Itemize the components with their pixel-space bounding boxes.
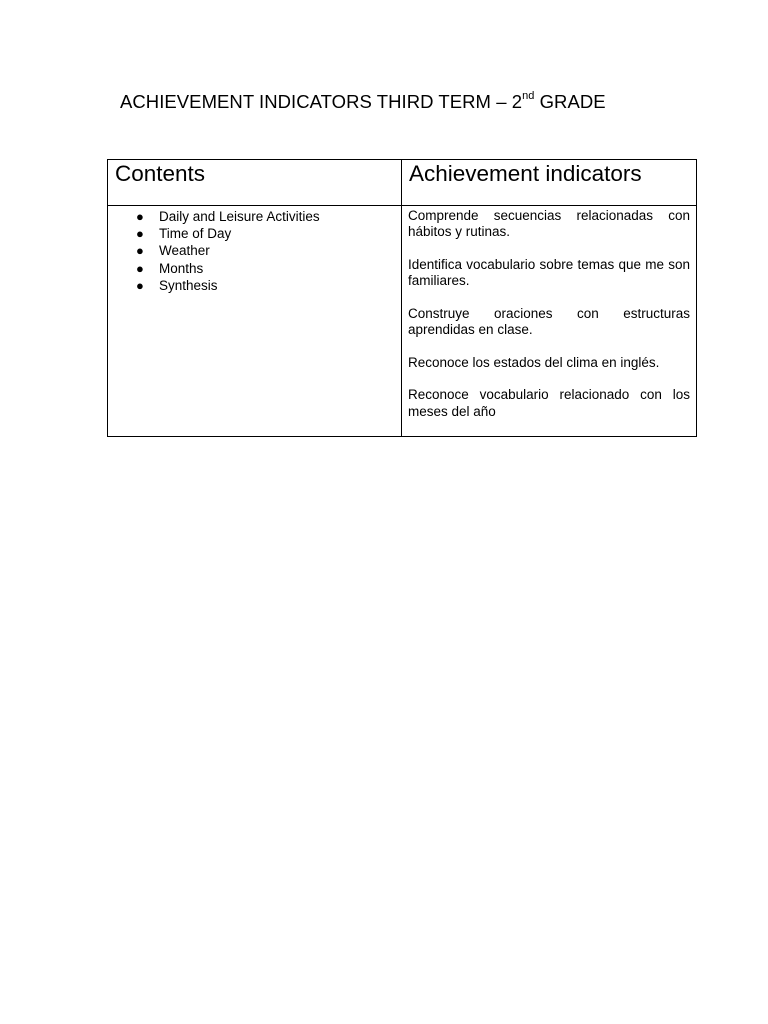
table-row	[108, 206, 697, 437]
header-row	[108, 160, 697, 206]
bullet-icon: ●	[136, 209, 144, 224]
indicator-item: Reconoce vocabulario relacionado con los meses del año	[408, 387, 690, 419]
title-superscript: nd	[522, 89, 535, 102]
contents-cell	[108, 206, 402, 437]
indicator-item: Construye oraciones con estructuras aprendidas en clase.	[408, 305, 690, 338]
list-item: ● Weather	[136, 243, 210, 259]
bullet-icon: ●	[136, 277, 144, 293]
page-title	[120, 91, 606, 113]
indicator-item: Comprende secuencias relacionadas con hábitos y rutinas.	[408, 208, 690, 240]
indicator-item: Identifica vocabulario sobre temas que me son familiares.	[408, 256, 690, 289]
title-prefix: ACHIEVEMENT INDICATORS THIRD TERM – 2	[120, 91, 523, 112]
title-suffix: GRADE	[534, 91, 606, 112]
bullet-icon: ●	[136, 243, 144, 259]
list-item: ● Synthesis	[136, 277, 218, 293]
indicator-item: Reconoce los estados del clima en inglés.	[408, 354, 660, 370]
bullet-icon: ●	[136, 226, 144, 242]
achievement-table	[107, 159, 697, 437]
indicators-cell	[402, 206, 697, 437]
list-item: ● Months	[136, 260, 204, 276]
list-item: ● Daily and Leisure Activities	[136, 209, 320, 224]
indicators-header: Achievement indicators	[402, 160, 697, 206]
contents-header: Contents	[108, 160, 402, 206]
list-item: ● Time of Day	[136, 226, 232, 242]
contents-list	[114, 208, 395, 294]
bullet-icon: ●	[136, 260, 144, 276]
